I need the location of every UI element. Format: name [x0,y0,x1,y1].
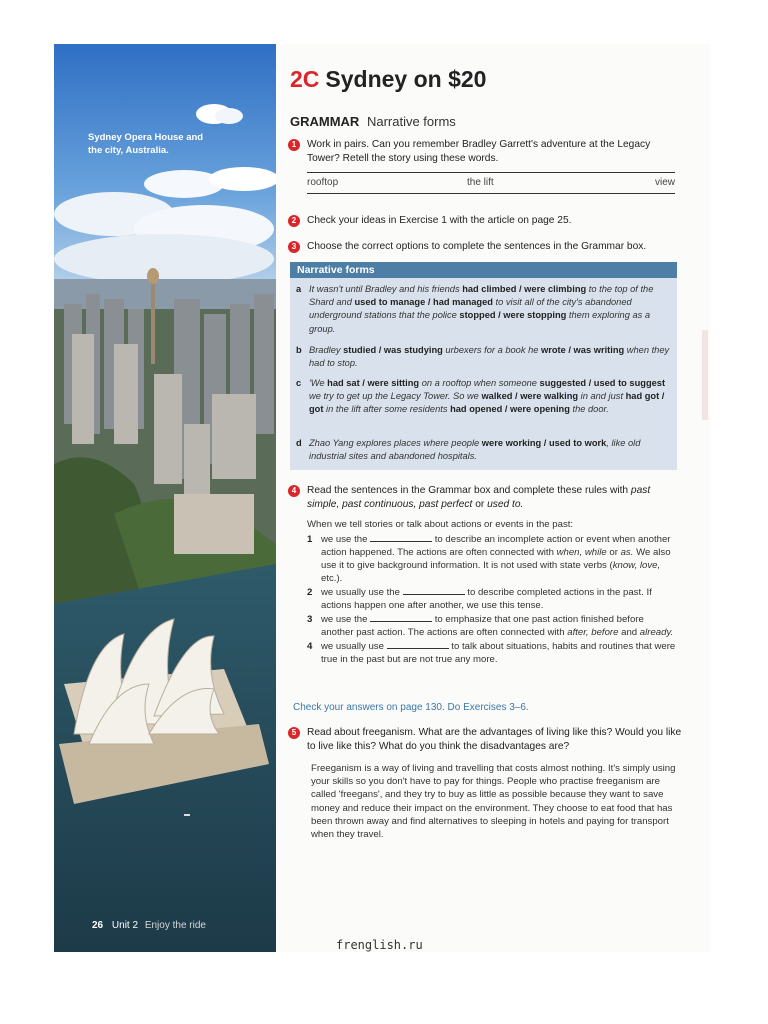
page-footer [92,920,206,931]
freeganism-paragraph: Freeganism is a way of living and travelling that costs almost nothing. It's simply using your skills so you don't have to pay for things. People who practise freeganism are called 'freegans', and they try to buy as little as possible because they want to save money and reduce their impact on the environment. They choose to eat food that has been thrown away and find alternatives to sleeping in hotels and paying for transport when they travel. [311,763,676,841]
photo-caption: Sydney Opera House and the city, Australia. [88,132,204,156]
word-item: the lift [467,177,494,188]
answer-blank[interactable] [403,586,465,595]
textbook-page [54,44,710,952]
section-heading [290,114,456,129]
item-letter: d [296,438,302,448]
grammar-item [296,283,672,336]
option-pair[interactable]: studied / was studying [343,345,443,355]
option-pair[interactable]: had climbed / were climbing [462,284,587,294]
rules-intro: When we tell stories or talk about actions or events in the past: [307,519,574,530]
word-list [307,172,675,194]
option-pair[interactable]: had got / got [309,391,665,415]
sydney-photo [54,44,276,952]
exercise-instruction: Choose the correct options to complete the sentences in the Grammar box. [307,241,647,252]
exercise-number: 2 [288,215,300,227]
item-body: It wasn't until Bradley and his friends had climbed / were climbing to the top of the Shard and used to manage / had managed to visit all of the city's abandoned underground stations that the police stopped / were stopping them exploring as a group. [309,284,654,334]
exercise-number: 3 [288,241,300,253]
option-pair[interactable]: were working / used to work [481,438,607,448]
unit-name: Enjoy the ride [144,920,206,931]
option-pair[interactable]: had opened / were opening [450,404,570,415]
grammar-item [296,377,672,417]
grammar-item [296,437,672,463]
option-pair[interactable]: had sat / were sitting [327,378,420,388]
unit-label: Unit 2 [111,920,139,931]
answer-blank[interactable] [387,640,449,649]
rules-list [307,518,679,666]
exercise-instruction: Work in pairs. Can you remember Bradley Garrett's adventure at the Legacy Tower? Retell the story using these words. [307,139,651,164]
page-number: 26 [92,920,104,931]
item-letter: a [296,284,302,294]
word-item: view [654,177,675,188]
exercise-1 [290,138,682,166]
exercise-number: 4 [288,485,300,497]
site-watermark: frenglish.ru [336,938,423,952]
item-body: 'We had sat / were sitting on a rooftop when someone suggested / used to suggest we try to get up the Legacy Tower. So we walked / were walking in and just had got / got in the lift after some residents had opened / were opening the door. [309,378,666,415]
exercise-5 [290,726,682,754]
answer-blank[interactable] [370,613,432,622]
word-item: rooftop [307,177,339,188]
exercise-4 [290,484,682,512]
exercise-number: 1 [288,139,300,151]
item-letter: b [296,345,302,355]
item-body: Bradley studied / was studying urbexers for a book he wrote / was writing when they had to stop. [309,345,670,369]
page-edge-strip [702,330,708,420]
option-pair[interactable]: stopped / were stopping [459,310,567,321]
exercise-3 [290,240,682,254]
item-body: Zhao Yang explores places where people were working / used to work, like old industrial sites and abandoned hospitals. [309,438,641,462]
answer-blank[interactable] [370,533,432,542]
option-pair[interactable]: used to manage / had managed [354,297,493,308]
rule-item: 1 we use the to describe an incomplete action or event when another action happened. The actions are often connected with when, while or as. We also use it to give background information. It is not used with state verbs (know, love, etc.). [307,534,671,584]
item-letter: c [296,378,302,388]
section-label: GRAMMAR [290,114,360,129]
exercise-instruction: Check your ideas in Exercise 1 with the article on page 25. [307,215,572,226]
rule-item: 2 we usually use the to describe completed actions in the past. If actions happen one after another, we use this tense. [307,587,652,611]
exercise-2 [290,214,682,228]
sydney-illustration [54,44,276,952]
exercise-number: 5 [288,727,300,739]
option-pair[interactable]: walked / were walking [481,391,579,402]
rule-item: 4 we usually use to talk about situations, habits and routines that were true in the past but are not true any more. [307,641,676,665]
grammar-item [296,344,672,370]
section-sub: Narrative forms [366,114,456,129]
grammar-box-heading: Narrative forms [290,262,677,278]
lesson-title-text: Sydney on $20 [325,66,487,92]
option-pair[interactable]: suggested / used to suggest [539,378,666,388]
option-pair[interactable]: wrote / was writing [541,345,625,355]
lesson-title [290,66,486,93]
rule-item: 3 we use the to emphasize that one past action finished before another past action. The actions are often connected with after, before and already. [307,614,674,638]
exercise-instruction: Read about freeganism. What are the advantages of living like this? Would you like to live like this? What do you think the disadvantages are? [307,727,682,752]
exercise-instruction: Read the sentences in the Grammar box and complete these rules with past simple, past continuous, past perfect or used to. [307,485,651,510]
check-answers-link[interactable]: Check your answers on page 130. Do Exercises 3–6. [293,702,529,713]
grammar-box [290,262,677,470]
lesson-code: 2C [290,66,320,92]
